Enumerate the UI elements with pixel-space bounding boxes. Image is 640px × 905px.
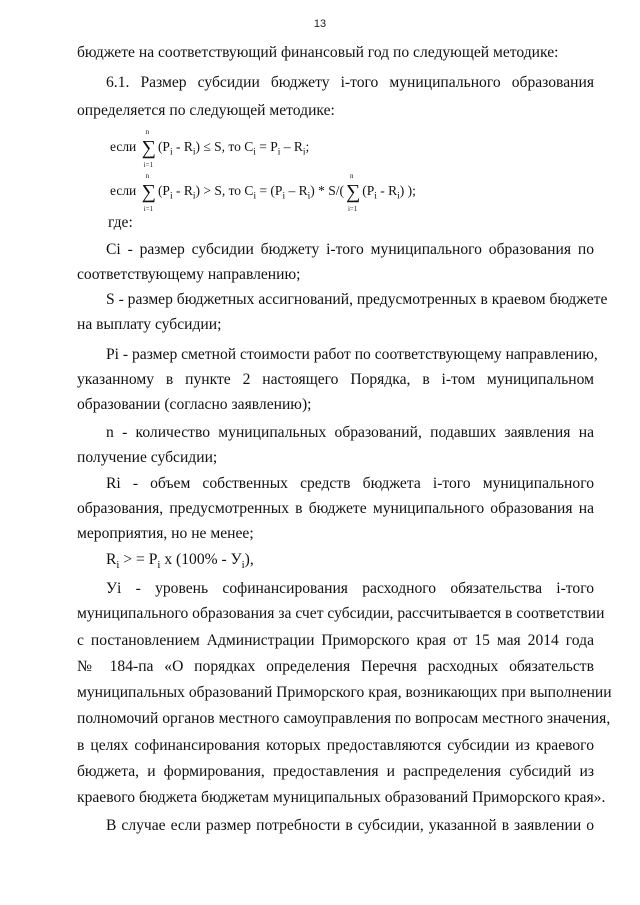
formula-text: ) [195, 139, 200, 154]
formula-sub: i [253, 191, 257, 202]
formula-text: > S, то C [199, 183, 254, 198]
formula-text: (P [157, 139, 170, 154]
formula-text: ) [195, 183, 200, 198]
text-line: мероприятия, но не менее; [77, 525, 254, 542]
formula-sub: i [253, 147, 256, 158]
text-line: бюджете на соответствующий финансовый год по следующей методике: [77, 44, 559, 61]
formula-text: – R [280, 139, 303, 154]
formula-sub: i [282, 191, 286, 202]
formula-sub: i [116, 559, 120, 572]
formula-sub: i [157, 559, 161, 572]
formula-text: ≤ S, то C [199, 139, 254, 154]
text-line: муниципального образования за счет субсидии, рассчитывается в соответствии [77, 605, 605, 622]
sum-lower: i=1 [347, 205, 358, 213]
text-line: S - размер бюджетных ассигнований, предусмотренных в краевом бюджете [106, 291, 608, 308]
text-line: полномочий органов местного самоуправления по вопросам местного значения, [77, 710, 611, 727]
formula-sub: i [169, 147, 173, 158]
formula-condition-2 [110, 172, 416, 213]
page-number: 13 [313, 18, 327, 30]
formula-condition-1 [110, 128, 310, 169]
text-line: на выплату субсидии; [77, 316, 222, 333]
text-line: № 184-па «О порядках определения Перечня расходных обязательств [77, 658, 594, 675]
text-line: Уi - уровень софинансирования расходного обязательства i-того [106, 580, 594, 597]
text-line: где: [108, 214, 133, 231]
formula-text: ) ); [399, 183, 416, 198]
text-line: образовании (согласно заявлению); [77, 396, 312, 413]
sum-upper: n [145, 128, 150, 136]
sum-upper: n [349, 172, 354, 180]
formula-text: x (100% - У [160, 551, 242, 568]
formula-text: ), [244, 551, 254, 568]
text-line: В случае если размер потребности в субсидии, указанной в заявлении о [106, 817, 594, 834]
text-line: указанному в пункте 2 настоящего Порядка, в i-том муниципальном [77, 371, 594, 388]
text-line: с постановлением Администрации Приморского края от 15 мая 2014 года [77, 632, 594, 649]
formula-sub: i [169, 191, 173, 202]
text-line: n - количество муниципальных образований, подавших заявления на [106, 424, 594, 441]
text-line: 6.1. Размер субсидии бюджету i-того муниципального образования [106, 74, 594, 91]
formula-text: если [110, 139, 137, 154]
formula-text: ; [305, 139, 310, 154]
formula-text: = P [255, 139, 278, 154]
formula-sub: i [374, 191, 377, 202]
formula-text: > = P [119, 551, 158, 568]
formula-r-min [106, 551, 254, 571]
formula-text: (P [157, 183, 170, 198]
sum-sign: ∑ n i=1 [141, 128, 156, 169]
text-line: бюджета, и формирования, предоставления и распределения субсидий из [77, 763, 594, 780]
formula-text: R [106, 551, 117, 568]
formula-sub: i [277, 147, 281, 158]
text-line: муниципальных образований Приморского края, возникающих при выполнении [77, 684, 612, 701]
text-line: Ri - объем собственных средств бюджета i-того муниципального [106, 475, 594, 492]
formula-sub: i [192, 147, 196, 158]
formula-sub: i [241, 559, 245, 572]
formula-text: – R [285, 183, 308, 198]
sum-lower: i=1 [143, 161, 154, 169]
formula-sub: i [307, 191, 311, 202]
sum-sign: ∑ n i=1 [345, 172, 361, 213]
sum-upper: n [145, 172, 150, 180]
text-line: в целях софинансирования которых предоставляются субсидии из краевого [77, 737, 594, 754]
formula-text: - R [172, 183, 193, 198]
formula-sub: i [192, 191, 196, 202]
formula-sub: i [397, 191, 400, 202]
text-line: краевого бюджета бюджетам муниципальных образований Приморского края». [77, 789, 606, 806]
text-line: соответствующему направлению; [77, 266, 301, 283]
text-line: получение субсидии; [77, 449, 218, 466]
sum-sign: ∑ n i=1 [141, 172, 156, 213]
formula-sub: i [302, 147, 306, 158]
formula-text: - R [376, 183, 398, 198]
text-line: определяется по следующей методике: [77, 102, 335, 119]
formula-text: (P [362, 183, 375, 198]
sum-lower: i=1 [143, 205, 154, 213]
formula-text: если [110, 183, 137, 198]
formula-text: - R [172, 139, 193, 154]
text-line: Pi - размер сметной стоимости работ по соответствующему направлению, [106, 346, 598, 363]
formula-text: = (P [256, 183, 283, 198]
text-line: образования, предусмотренных в бюджете муниципального образования на [77, 500, 594, 517]
text-line: Сi - размер субсидии бюджету i-того муниципального образования по [106, 241, 594, 258]
formula-text: ) * S/( [310, 183, 344, 198]
